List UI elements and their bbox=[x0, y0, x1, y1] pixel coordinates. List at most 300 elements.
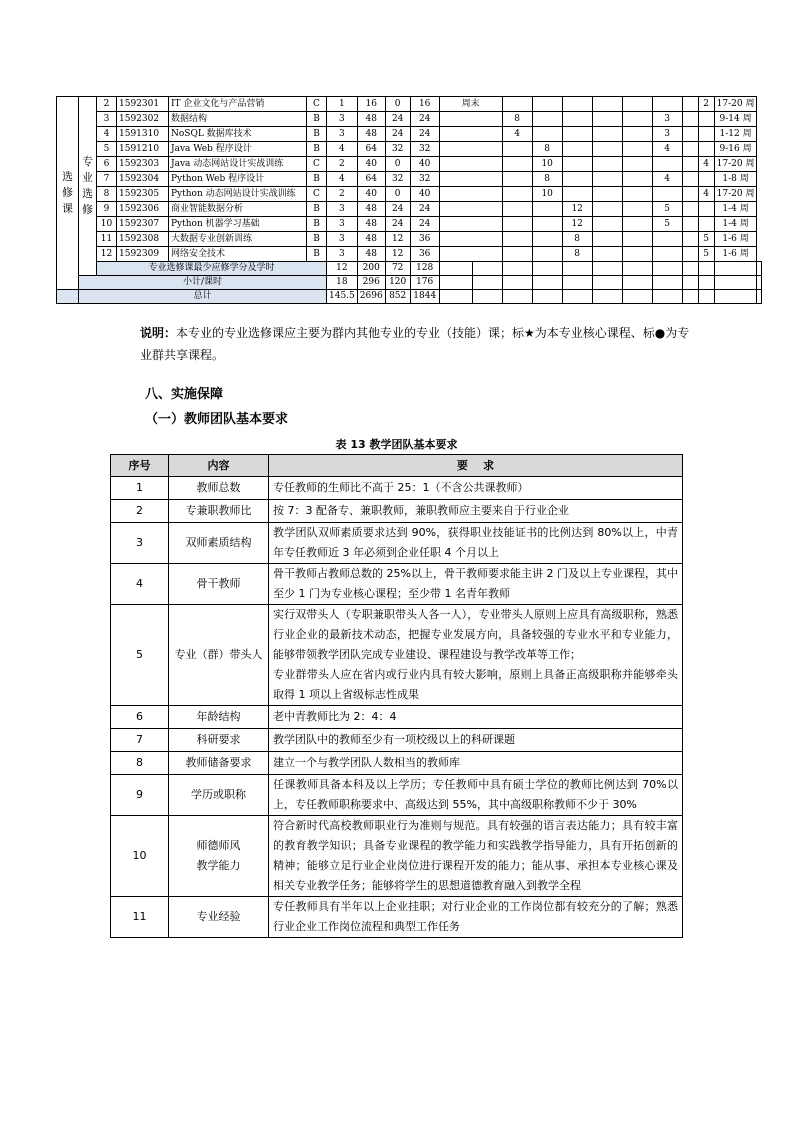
cell-theory: 24 bbox=[385, 217, 410, 232]
cell-practice: 24 bbox=[410, 127, 439, 142]
requirement-text: 按 7：3 配备专、兼职教师，兼职教师应主要来自于行业企业 bbox=[273, 504, 569, 517]
cell-hours: 16 bbox=[357, 97, 385, 112]
cell-no: 8 bbox=[97, 187, 117, 202]
team-item: 学历或职称 bbox=[169, 775, 269, 816]
cell-weeks: 17-20 周 bbox=[714, 97, 757, 112]
subtotal-row-value: 176 bbox=[410, 276, 439, 290]
cell-credit: 3 bbox=[327, 232, 358, 247]
team-requirement bbox=[269, 706, 683, 729]
cell-test: 4 bbox=[698, 187, 714, 202]
team-no: 10 bbox=[111, 816, 169, 897]
subtotal-row-empty bbox=[682, 276, 698, 290]
team-item: 专兼职教师比 bbox=[169, 500, 269, 523]
requirement-text: 专任教师具有半年以上企业挂职；对行业企业的工作岗位都有较充分的了解；熟悉行业企业工作岗位流程和典型工作任务 bbox=[273, 900, 678, 933]
cell-credit: 3 bbox=[327, 127, 358, 142]
cell-weeks: 9-14 周 bbox=[714, 112, 757, 127]
subtotal-row-empty bbox=[532, 276, 562, 290]
note-paragraph bbox=[140, 322, 700, 366]
cell-s6 bbox=[622, 127, 652, 142]
team-item: 教师储备要求 bbox=[169, 752, 269, 775]
min-requirement-row-empty bbox=[502, 262, 532, 276]
subtotal-row-empty bbox=[472, 276, 502, 290]
cell-test bbox=[698, 172, 714, 187]
team-no: 11 bbox=[111, 897, 169, 938]
cell-practice: 32 bbox=[410, 172, 439, 187]
cell-exam bbox=[652, 247, 682, 262]
cell-hours: 48 bbox=[357, 232, 385, 247]
total-empty bbox=[622, 290, 652, 304]
requirement-text: 教学团队双师素质要求达到 90%，获得职业技能证书的比例达到 80%以上，中青年专任教师近 3 年必须到企业任职 4 个月以上 bbox=[273, 526, 678, 559]
total-empty bbox=[472, 290, 502, 304]
cell-blank bbox=[682, 172, 698, 187]
cell-s4 bbox=[562, 157, 592, 172]
team-no: 5 bbox=[111, 605, 169, 706]
cell-test bbox=[698, 112, 714, 127]
cell-weeks: 1-6 周 bbox=[714, 247, 757, 262]
team-item: 骨干教师 bbox=[169, 564, 269, 605]
cell-theory: 0 bbox=[385, 157, 410, 172]
cell-name: Java Web 程序设计 bbox=[169, 142, 307, 157]
subtotal-row-empty bbox=[698, 276, 714, 290]
cell-practice: 40 bbox=[410, 187, 439, 202]
cell-blank bbox=[682, 127, 698, 142]
team-no: 7 bbox=[111, 729, 169, 752]
cell-exam: 3 bbox=[652, 112, 682, 127]
group-label-cell bbox=[57, 97, 79, 290]
cell-code: 1592309 bbox=[117, 247, 169, 262]
cell-s6 bbox=[622, 247, 652, 262]
cell-name: IT 企业文化与产品营销 bbox=[169, 97, 307, 112]
cell-theory: 24 bbox=[385, 127, 410, 142]
cell-s4 bbox=[562, 172, 592, 187]
cell-s2 bbox=[502, 232, 532, 247]
cell-practice: 36 bbox=[410, 247, 439, 262]
total-empty bbox=[592, 290, 622, 304]
cell-weeks: 1-4 周 bbox=[714, 202, 757, 217]
team-row bbox=[111, 605, 683, 706]
min-requirement-row-empty bbox=[532, 262, 562, 276]
cell-s3 bbox=[532, 97, 562, 112]
requirement-text: 教学团队中的教师至少有一项校级以上的科研课题 bbox=[273, 733, 515, 746]
cell-theory: 0 bbox=[385, 97, 410, 112]
cell-s2: 4 bbox=[502, 127, 532, 142]
cell-s6 bbox=[622, 97, 652, 112]
table-row bbox=[57, 112, 762, 127]
cell-s1 bbox=[439, 202, 502, 217]
subtotal-row-empty bbox=[652, 276, 682, 290]
team-item: 双师素质结构 bbox=[169, 523, 269, 564]
cell-credit: 2 bbox=[327, 157, 358, 172]
team-requirement bbox=[269, 500, 683, 523]
note-text: 本专业的专业选修课应主要为群内其他专业的专业（技能）课；标★为本专业核心课程、标●为专业群共享课程。 bbox=[140, 326, 690, 362]
cell-credit: 4 bbox=[327, 142, 358, 157]
team-requirement bbox=[269, 523, 683, 564]
total-value: 852 bbox=[385, 290, 410, 304]
cell-test bbox=[698, 127, 714, 142]
team-item: 专业（群）带头人 bbox=[169, 605, 269, 706]
cell-theory: 0 bbox=[385, 187, 410, 202]
cell-name: Python Web 程序设计 bbox=[169, 172, 307, 187]
table-row bbox=[57, 187, 762, 202]
cell-exam: 5 bbox=[652, 202, 682, 217]
team-row bbox=[111, 752, 683, 775]
subgroup-label: 专业选修 bbox=[82, 155, 93, 216]
min-requirement-row-empty bbox=[757, 262, 762, 276]
header-no: 序号 bbox=[111, 455, 169, 477]
min-requirement-row bbox=[57, 262, 762, 276]
cell-test: 4 bbox=[698, 157, 714, 172]
cell-blank bbox=[682, 187, 698, 202]
cell-s3 bbox=[532, 247, 562, 262]
cell-type: B bbox=[307, 112, 327, 127]
team-requirement bbox=[269, 897, 683, 938]
cell-s4 bbox=[562, 142, 592, 157]
table-row bbox=[57, 217, 762, 232]
total-empty bbox=[562, 290, 592, 304]
cell-hours: 48 bbox=[357, 217, 385, 232]
cell-s2 bbox=[502, 187, 532, 202]
cell-no: 7 bbox=[97, 172, 117, 187]
cell-s6 bbox=[622, 187, 652, 202]
cell-credit: 2 bbox=[327, 187, 358, 202]
cell-blank bbox=[682, 202, 698, 217]
total-value: 2696 bbox=[357, 290, 385, 304]
subtotal-row-empty bbox=[439, 276, 472, 290]
cell-practice: 24 bbox=[410, 112, 439, 127]
total-value: 1844 bbox=[410, 290, 439, 304]
team-requirement bbox=[269, 816, 683, 897]
table-row bbox=[57, 142, 762, 157]
cell-theory: 32 bbox=[385, 172, 410, 187]
subtotal-row-empty bbox=[714, 276, 757, 290]
cell-type: C bbox=[307, 97, 327, 112]
cell-s1: 周末 bbox=[439, 97, 502, 112]
cell-theory: 24 bbox=[385, 202, 410, 217]
cell-code: 1592307 bbox=[117, 217, 169, 232]
requirement-text-2: 专业群带头人应在省内或行业内具有较大影响，原则上具备正高级职称并能够牵头取得 1 项以上省级标志性成果 bbox=[273, 668, 678, 701]
team-no: 8 bbox=[111, 752, 169, 775]
cell-test bbox=[698, 202, 714, 217]
cell-exam bbox=[652, 157, 682, 172]
cell-practice: 32 bbox=[410, 142, 439, 157]
cell-s4 bbox=[562, 112, 592, 127]
cell-name: 数据结构 bbox=[169, 112, 307, 127]
requirement-text: 老中青教师比为 2：4：4 bbox=[273, 710, 397, 723]
table-row bbox=[57, 247, 762, 262]
cell-theory: 12 bbox=[385, 232, 410, 247]
team-item: 教师总数 bbox=[169, 477, 269, 500]
cell-name: NoSQL 数据库技术 bbox=[169, 127, 307, 142]
team-row bbox=[111, 775, 683, 816]
cell-credit: 4 bbox=[327, 172, 358, 187]
cell-practice: 16 bbox=[410, 97, 439, 112]
cell-credit: 3 bbox=[327, 217, 358, 232]
cell-weeks: 1-6 周 bbox=[714, 232, 757, 247]
cell-s2 bbox=[502, 142, 532, 157]
cell-weeks: 1-4 周 bbox=[714, 217, 757, 232]
cell-s2 bbox=[502, 157, 532, 172]
team-no: 3 bbox=[111, 523, 169, 564]
total-row bbox=[57, 290, 762, 304]
cell-s5 bbox=[592, 187, 622, 202]
total-empty bbox=[652, 290, 682, 304]
cell-theory: 32 bbox=[385, 142, 410, 157]
cell-s6 bbox=[622, 202, 652, 217]
cell-s5 bbox=[592, 202, 622, 217]
cell-s1 bbox=[439, 112, 502, 127]
cell-name: 网络安全技术 bbox=[169, 247, 307, 262]
cell-blank bbox=[682, 232, 698, 247]
cell-s2 bbox=[502, 247, 532, 262]
cell-code: 1591210 bbox=[117, 142, 169, 157]
cell-weeks: 17-20 周 bbox=[714, 187, 757, 202]
cell-s3 bbox=[532, 202, 562, 217]
min-requirement-row-empty bbox=[622, 262, 652, 276]
team-row bbox=[111, 564, 683, 605]
cell-type: C bbox=[307, 157, 327, 172]
table-row bbox=[57, 232, 762, 247]
cell-test: 5 bbox=[698, 247, 714, 262]
team-item: 年龄结构 bbox=[169, 706, 269, 729]
requirement-text: 符合新时代高校教师职业行为准则与规范。具有较强的语言表达能力；具有较丰富的教育教学知识；具备专业课程的教学能力和实践教学指导能力，具有开拓创新的精神；能够立足行业企业岗位进行课程开发的能力；能从事、承担本专业核心课及相关专业教学任务；能够将学生的思想道德教育融入到教学全程 bbox=[273, 819, 678, 892]
cell-practice: 24 bbox=[410, 217, 439, 232]
cell-no: 11 bbox=[97, 232, 117, 247]
cell-code: 1592308 bbox=[117, 232, 169, 247]
min-requirement-row-empty bbox=[439, 262, 472, 276]
cell-type: B bbox=[307, 172, 327, 187]
cell-test bbox=[698, 142, 714, 157]
total-value: 145.5 bbox=[327, 290, 358, 304]
min-requirement-row-value: 12 bbox=[327, 262, 358, 276]
cell-hours: 48 bbox=[357, 247, 385, 262]
cell-hours: 48 bbox=[357, 202, 385, 217]
cell-s6 bbox=[622, 232, 652, 247]
cell-blank bbox=[682, 247, 698, 262]
total-empty bbox=[698, 290, 714, 304]
min-requirement-row-empty bbox=[562, 262, 592, 276]
total-empty bbox=[502, 290, 532, 304]
subtotal-row-empty bbox=[562, 276, 592, 290]
cell-s6 bbox=[622, 157, 652, 172]
cell-s4: 8 bbox=[562, 232, 592, 247]
cell-no: 9 bbox=[97, 202, 117, 217]
cell-hours: 40 bbox=[357, 187, 385, 202]
group-label: 选修课 bbox=[62, 170, 73, 215]
cell-code: 1592306 bbox=[117, 202, 169, 217]
header-requirement: 要 求 bbox=[269, 455, 683, 477]
cell-no: 2 bbox=[97, 97, 117, 112]
cell-blank bbox=[682, 112, 698, 127]
cell-type: B bbox=[307, 202, 327, 217]
cell-exam bbox=[652, 187, 682, 202]
team-row bbox=[111, 477, 683, 500]
cell-name: 大数据专业创新训练 bbox=[169, 232, 307, 247]
subtotal-row-empty bbox=[592, 276, 622, 290]
cell-weeks: 9-16 周 bbox=[714, 142, 757, 157]
requirement-text: 任课教师具备本科及以上学历；专任教师中具有硕士学位的教师比例达到 70%以上，专任教师职称要求中、高级达到 55%，其中高级职称教师不少于 30% bbox=[273, 778, 678, 811]
min-requirement-row-empty bbox=[592, 262, 622, 276]
cell-blank bbox=[682, 217, 698, 232]
cell-hours: 40 bbox=[357, 157, 385, 172]
team-item: 师德师风 教学能力 bbox=[169, 816, 269, 897]
team-requirement bbox=[269, 477, 683, 500]
cell-s1 bbox=[439, 127, 502, 142]
cell-practice: 24 bbox=[410, 202, 439, 217]
cell-code: 1592303 bbox=[117, 157, 169, 172]
cell-test: 5 bbox=[698, 232, 714, 247]
cell-code: 1592301 bbox=[117, 97, 169, 112]
cell-hours: 64 bbox=[357, 172, 385, 187]
min-requirement-row-empty bbox=[698, 262, 714, 276]
cell-exam: 5 bbox=[652, 217, 682, 232]
subtotal-row-value: 18 bbox=[327, 276, 358, 290]
total-empty bbox=[682, 290, 698, 304]
team-requirements-table bbox=[110, 454, 683, 938]
cell-s3 bbox=[532, 232, 562, 247]
cell-test: 2 bbox=[698, 97, 714, 112]
cell-credit: 3 bbox=[327, 247, 358, 262]
cell-type: B bbox=[307, 232, 327, 247]
cell-s5 bbox=[592, 127, 622, 142]
table-row bbox=[57, 127, 762, 142]
cell-blank bbox=[682, 97, 698, 112]
cell-name: 商业智能数据分析 bbox=[169, 202, 307, 217]
team-requirement bbox=[269, 729, 683, 752]
team-row bbox=[111, 729, 683, 752]
cell-s5 bbox=[592, 217, 622, 232]
cell-s5 bbox=[592, 157, 622, 172]
team-item: 科研要求 bbox=[169, 729, 269, 752]
cell-theory: 12 bbox=[385, 247, 410, 262]
cell-s5 bbox=[592, 247, 622, 262]
team-row bbox=[111, 523, 683, 564]
total-empty bbox=[532, 290, 562, 304]
cell-s6 bbox=[622, 217, 652, 232]
cell-no: 4 bbox=[97, 127, 117, 142]
cell-s5 bbox=[592, 142, 622, 157]
cell-s2 bbox=[502, 172, 532, 187]
min-requirement-row-empty bbox=[682, 262, 698, 276]
cell-s5 bbox=[592, 112, 622, 127]
team-no: 6 bbox=[111, 706, 169, 729]
cell-type: C bbox=[307, 187, 327, 202]
cell-test bbox=[698, 217, 714, 232]
subtotal-row-label: 小计/课时 bbox=[79, 276, 327, 290]
cell-s1 bbox=[439, 172, 502, 187]
team-row bbox=[111, 706, 683, 729]
cell-s5 bbox=[592, 172, 622, 187]
subtotal-row bbox=[57, 276, 762, 290]
cell-s1 bbox=[439, 217, 502, 232]
cell-credit: 3 bbox=[327, 112, 358, 127]
elective-course-table bbox=[56, 96, 762, 304]
section-title: 八、实施保障 bbox=[145, 387, 224, 402]
min-requirement-row-empty bbox=[652, 262, 682, 276]
cell-hours: 64 bbox=[357, 142, 385, 157]
cell-exam bbox=[652, 232, 682, 247]
cell-exam: 4 bbox=[652, 172, 682, 187]
cell-s4 bbox=[562, 97, 592, 112]
cell-s3 bbox=[532, 112, 562, 127]
cell-no: 12 bbox=[97, 247, 117, 262]
cell-s3: 10 bbox=[532, 157, 562, 172]
team-no: 4 bbox=[111, 564, 169, 605]
cell-s2 bbox=[502, 202, 532, 217]
cell-code: 1592305 bbox=[117, 187, 169, 202]
cell-s3 bbox=[532, 217, 562, 232]
team-row bbox=[111, 500, 683, 523]
cell-no: 3 bbox=[97, 112, 117, 127]
team-row bbox=[111, 816, 683, 897]
cell-blank bbox=[682, 157, 698, 172]
subtotal-row-empty bbox=[622, 276, 652, 290]
cell-code: 1592302 bbox=[117, 112, 169, 127]
cell-weeks: 17-20 周 bbox=[714, 157, 757, 172]
team-row bbox=[111, 897, 683, 938]
min-requirement-row-value: 72 bbox=[385, 262, 410, 276]
cell-practice: 40 bbox=[410, 157, 439, 172]
cell-s2 bbox=[502, 217, 532, 232]
requirement-text: 实行双带头人（专职兼职带头人各一人），专业带头人原则上应具有高级职称，熟悉行业企业的最新技术动态，把握专业发展方向，具备较强的专业水平和专业能力，能够带领教学团队完成专业建设、课程建设与教学改革等工作； bbox=[273, 608, 678, 661]
cell-s6 bbox=[622, 112, 652, 127]
cell-no: 10 bbox=[97, 217, 117, 232]
cell-name: Java 动态网站设计实战训练 bbox=[169, 157, 307, 172]
cell-s3 bbox=[532, 127, 562, 142]
note-prefix: 说明： bbox=[140, 326, 177, 340]
cell-s1 bbox=[439, 157, 502, 172]
min-requirement-row-label: 专业选修课最少应修学分及学时 bbox=[97, 262, 327, 276]
cell-theory: 24 bbox=[385, 112, 410, 127]
total-empty bbox=[439, 290, 472, 304]
subtotal-row-empty bbox=[757, 276, 762, 290]
cell-s6 bbox=[622, 142, 652, 157]
cell-s3: 8 bbox=[532, 142, 562, 157]
team-no: 1 bbox=[111, 477, 169, 500]
cell-s1 bbox=[439, 142, 502, 157]
cell-s1 bbox=[439, 187, 502, 202]
cell-type: B bbox=[307, 142, 327, 157]
cell-name: Python 动态网站设计实战训练 bbox=[169, 187, 307, 202]
table-caption: 表 13 教学团队基本要求 bbox=[335, 438, 458, 451]
subtotal-row-value: 120 bbox=[385, 276, 410, 290]
cell-s4: 12 bbox=[562, 202, 592, 217]
cell-s4 bbox=[562, 127, 592, 142]
cell-s4: 12 bbox=[562, 217, 592, 232]
cell-exam: 4 bbox=[652, 142, 682, 157]
team-item: 专业经验 bbox=[169, 897, 269, 938]
requirement-text: 骨干教师占教师总数的 25%以上，骨干教师要求能主讲 2 门及以上专业课程，其中至少 1 门为专业核心课程；至少带 1 名青年教师 bbox=[273, 567, 678, 600]
cell-s2 bbox=[502, 97, 532, 112]
total-label: 总计 bbox=[79, 290, 327, 304]
team-no: 2 bbox=[111, 500, 169, 523]
cell-hours: 48 bbox=[357, 127, 385, 142]
total-left-empty bbox=[57, 290, 79, 304]
cell-type: B bbox=[307, 127, 327, 142]
table-row bbox=[57, 97, 762, 112]
cell-exam bbox=[652, 97, 682, 112]
cell-no: 6 bbox=[97, 157, 117, 172]
cell-no: 5 bbox=[97, 142, 117, 157]
cell-s5 bbox=[592, 97, 622, 112]
total-empty bbox=[757, 290, 762, 304]
cell-hours: 48 bbox=[357, 112, 385, 127]
requirement-text: 专任教师的生师比不高于 25：1（不含公共课教师） bbox=[273, 481, 529, 494]
team-requirement bbox=[269, 605, 683, 706]
cell-s4 bbox=[562, 187, 592, 202]
cell-exam: 3 bbox=[652, 127, 682, 142]
cell-weeks: 1-8 周 bbox=[714, 172, 757, 187]
cell-s5 bbox=[592, 232, 622, 247]
